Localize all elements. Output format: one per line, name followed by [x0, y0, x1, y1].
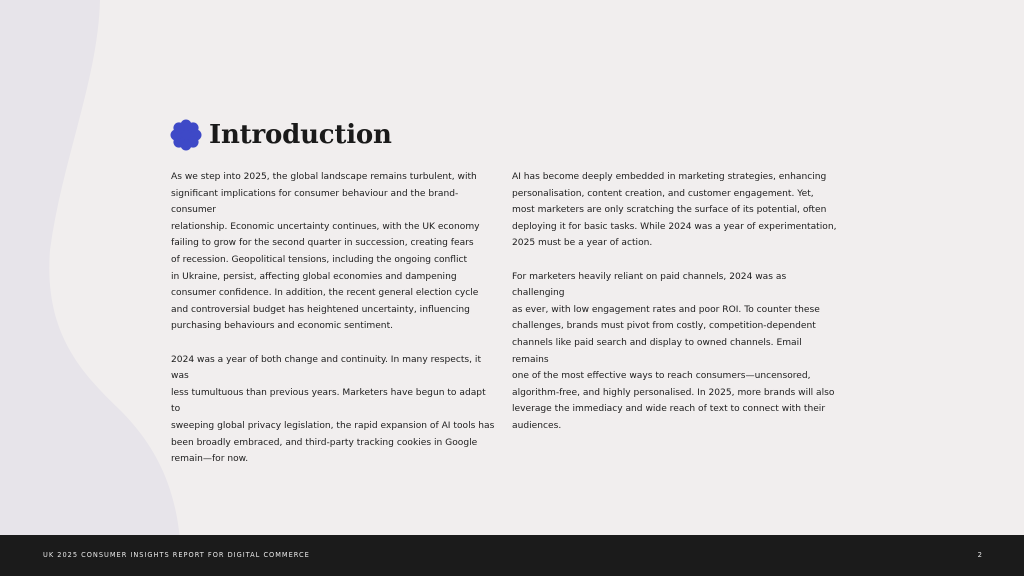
paragraph: 2024 was a year of both change and continuity. In many respects, it was less tumultuous than previous years. Marketers have begun to adapt to sweeping global privacy legislation, the rapid expansion of AI tools has been broadly embraced, and third-party tracking cookies in Google remain—for now. — [171, 354, 495, 465]
footer-report-title: UK 2025 CONSUMER INSIGHTS REPORT FOR DIGITAL COMMERCE — [43, 551, 310, 559]
section-heading — [169, 117, 392, 153]
paragraph: AI has become deeply embedded in marketing strategies, enhancing personalisation, content creation, and customer engagement. Yet, most marketers are only scratching the surface of its potential, often deploying it for basic tasks. While 2024 was a year of experimentation, 2025 must be a year of action. — [512, 172, 837, 249]
flower-badge-icon — [169, 118, 203, 152]
paragraph: As we step into 2025, the global landscape remains turbulent, with significant implications for consumer behaviour and the brand-consumer relationship. Economic uncertainty continues, with the UK economy failing to grow for the second quarter in succession, creating fears of recession. Geopolitical tensions, including the ongoing conflict in Ukraine, persist, affecting global economies and dampening consumer confidence. In addition, the recent general election cycle and controversial budget has heightened uncertainty, influencing purchasing behaviours and economic sentiment. — [171, 172, 480, 332]
page-number: 2 — [977, 551, 982, 559]
paragraph: For marketers heavily reliant on paid channels, 2024 was as challenging as ever, with low engagement rates and poor ROI. To counter these challenges, brands must pivot from costly, competition-dependent channels like paid search and display to owned channels. Email remains one of the most effective ways to reach consumers—uncensored, algorithm-free, and highly personalised. In 2025, more brands will also leverage the immediacy and wide reach of text to connect with their audiences. — [512, 271, 835, 431]
page-title: Introduction — [209, 120, 392, 150]
background-blob-shape — [0, 0, 200, 540]
footer-bar — [0, 535, 1024, 576]
left-text-column — [171, 169, 496, 484]
right-text-column — [512, 169, 837, 451]
